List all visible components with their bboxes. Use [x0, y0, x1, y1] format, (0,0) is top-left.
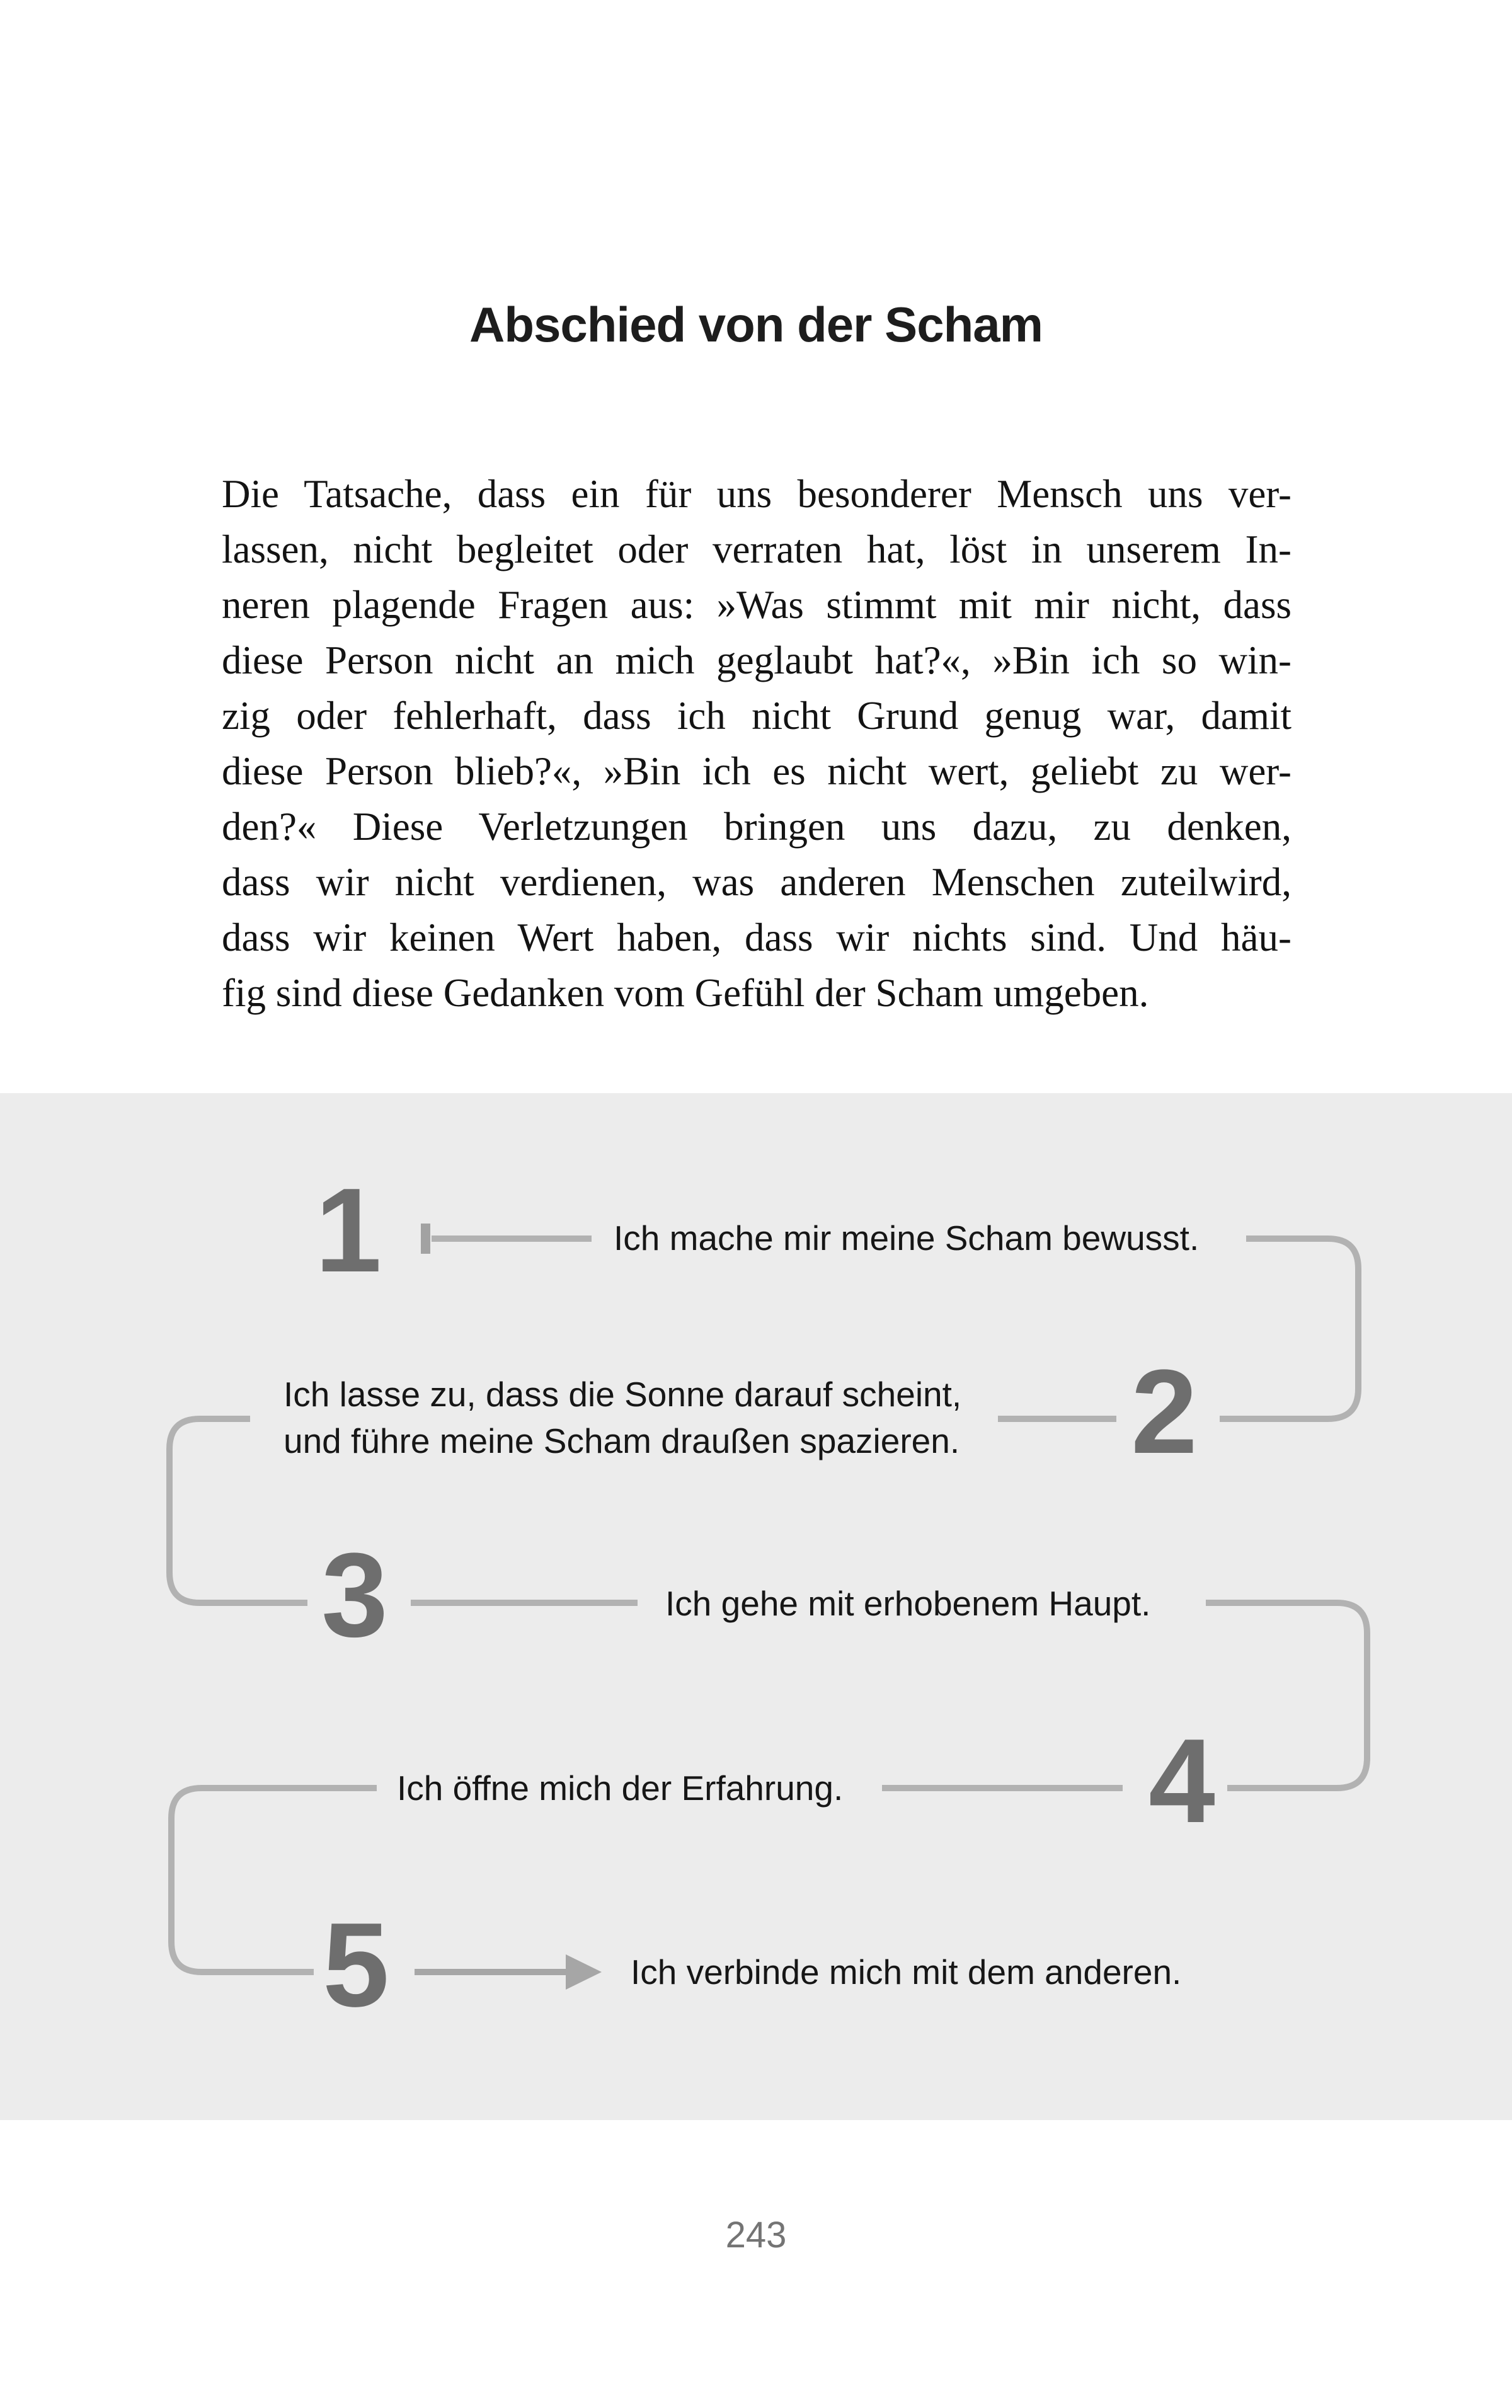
step4-number: 4	[1148, 1714, 1215, 1848]
step3-number: 3	[321, 1528, 388, 1662]
step1-number: 1	[315, 1164, 382, 1297]
paragraph-line: Die Tatsache, dass ein für uns besonderer Mensch uns ver-	[222, 472, 1292, 516]
step4-label: Ich öffne mich der Erfahrung.	[397, 1769, 844, 1808]
page-number: 243	[725, 2215, 787, 2256]
step2-label-line1: Ich lasse zu, dass die Sonne darauf scheint,	[284, 1375, 962, 1414]
paragraph-line: dass wir keinen Wert haben, dass wir nichts sind. Und häu-	[222, 915, 1292, 960]
step2-label-line2: und führe meine Scham draußen spazieren.	[284, 1421, 960, 1460]
paragraph-line: den?« Diese Verletzungen bringen uns dazu, zu denken,	[222, 805, 1292, 849]
body-paragraph	[222, 466, 1292, 1021]
paragraph-line: fig sind diese Gedanken vom Gefühl der Scham umgeben.	[222, 971, 1149, 1015]
page-title: Abschied von der Scham	[469, 297, 1043, 352]
step5-label: Ich verbinde mich mit dem anderen.	[631, 1952, 1182, 1992]
paragraph-line: diese Person blieb?«, »Bin ich es nicht wert, geliebt zu wer-	[222, 749, 1292, 793]
step2-number: 2	[1131, 1345, 1198, 1479]
paragraph-line: zig oder fehlerhaft, dass ich nicht Grund genug war, damit	[222, 694, 1292, 738]
paragraph-line: dass wir nicht verdienen, was anderen Menschen zuteilwird,	[222, 860, 1292, 904]
paragraph-line: diese Person nicht an mich geglaubt hat?«, »Bin ich so win-	[222, 638, 1292, 682]
step2-label	[284, 1371, 961, 1464]
step1-label: Ich mache mir meine Scham bewusst.	[614, 1218, 1200, 1258]
step3-label: Ich gehe mit erhobenem Haupt.	[665, 1584, 1151, 1623]
paragraph-line: neren plagende Fragen aus: »Was stimmt mit mir nicht, dass	[222, 583, 1292, 627]
paragraph-line: lassen, nicht begleitet oder verraten hat, löst in unserem In-	[222, 527, 1292, 571]
step5-number: 5	[323, 1898, 389, 2032]
